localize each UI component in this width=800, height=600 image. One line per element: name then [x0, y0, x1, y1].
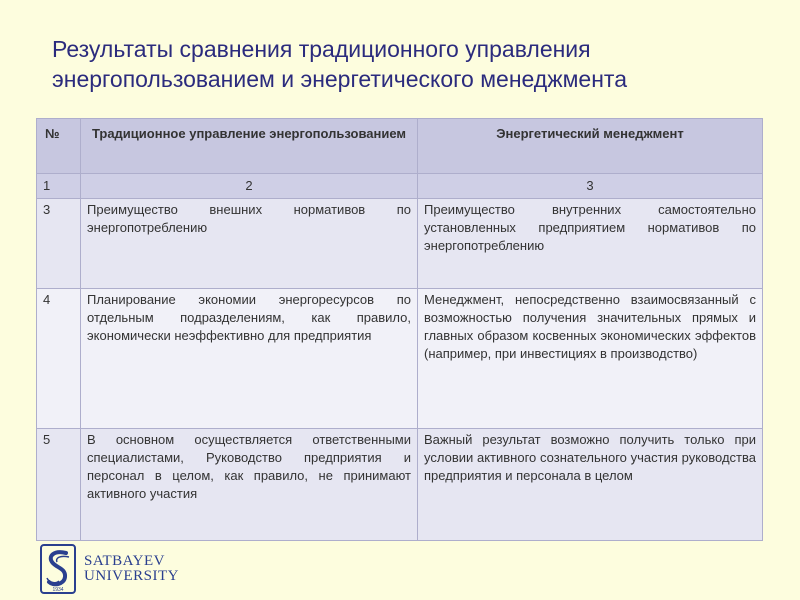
index-row	[37, 174, 763, 199]
row-num: 5	[37, 429, 81, 541]
index-cell-num: 1	[37, 174, 81, 199]
index-cell-traditional: 2	[81, 174, 418, 199]
table-row	[37, 429, 763, 541]
row-energy-management: Менеджмент, непосредственно взаимосвязанный с возможностью получения значительных прямых и главных образом косвенных экономических эффектов (например, при инвестициях в производство)	[418, 289, 763, 429]
header-num: №	[37, 119, 81, 174]
header-traditional: Традиционное управление энергопользованием	[81, 119, 418, 174]
table-row	[37, 199, 763, 289]
header-energy-management: Энергетический менеджмент	[418, 119, 763, 174]
row-energy-management: Важный результат возможно получить только при условии активного сознательного участия руководства предприятия и персонала в целом	[418, 429, 763, 541]
row-traditional: Планирование экономии энергоресурсов по отдельным подразделениям, как правило, экономически неэффективно для предприятия	[81, 289, 418, 429]
university-logo	[40, 544, 210, 594]
slide-title-line-2: энергопользованием и энергетического менеджмента	[52, 66, 627, 92]
slide-title	[52, 34, 772, 94]
logo-line-2: UNIVERSITY	[84, 568, 179, 584]
table-row	[37, 289, 763, 429]
satbayev-emblem-icon	[40, 544, 76, 594]
logo-line-1: SATBAYEV	[84, 553, 165, 569]
row-num: 4	[37, 289, 81, 429]
slide-title-line-1: Результаты сравнения традиционного управления	[52, 36, 591, 62]
emblem-year: 1934	[52, 587, 64, 593]
comparison-table	[36, 118, 763, 541]
row-traditional: В основном осуществляется ответственными специалистами, Руководство предприятия и персонал в целом, как правило, не принимают активного участия	[81, 429, 418, 541]
index-cell-energy-management: 3	[418, 174, 763, 199]
row-energy-management: Преимущество внутренних самостоятельно установленных предприятием нормативов по энергопотреблению	[418, 199, 763, 289]
row-num: 3	[37, 199, 81, 289]
header-row	[37, 119, 763, 174]
logo-wordmark	[84, 554, 179, 584]
row-traditional: Преимущество внешних нормативов по энергопотреблению	[81, 199, 418, 289]
